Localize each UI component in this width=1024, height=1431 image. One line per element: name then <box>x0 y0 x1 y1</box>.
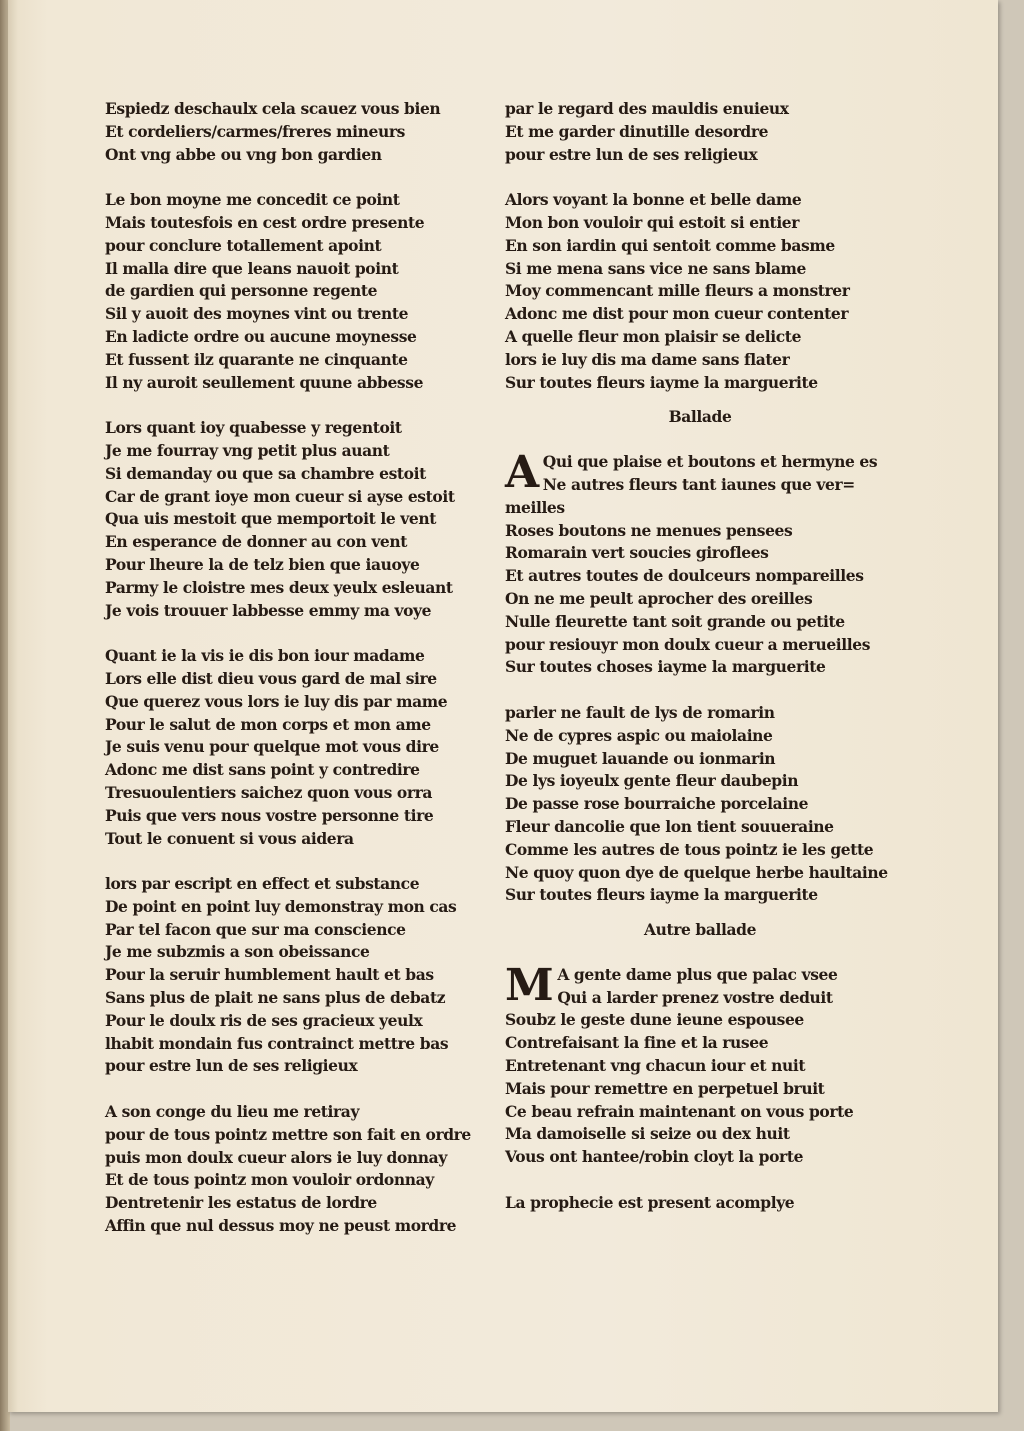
verse-line: pour estre lun de ses religieux <box>105 1056 358 1076</box>
verse-line: En esperance de donner au con vent <box>105 532 408 552</box>
verse-line: Ont vng abbe ou vng bon gardien <box>105 144 382 164</box>
verse-line: Quant ie la vis ie dis bon iour madame <box>105 646 425 666</box>
autre-ballade-heading: Autre ballade <box>643 920 757 940</box>
verse-line: lhabit mondain fus contrainct mettre bas <box>105 1033 449 1053</box>
verse-line: Sur toutes choses iayme la marguerite <box>505 657 826 677</box>
verse-line: Pour lheure la de telz bien que iauoye <box>105 554 420 574</box>
stanza <box>505 98 895 166</box>
verse-line: pour estre lun de ses religieux <box>505 144 758 164</box>
verse-line: La prophecie est present acomplye <box>505 1192 795 1212</box>
decorated-initial: A <box>505 447 539 499</box>
ballade-heading: Ballade <box>668 407 732 427</box>
decorated-initial: M <box>505 959 554 1011</box>
stanza <box>505 1192 895 1215</box>
verse-line: Espiedz deschaulx cela scauez vous bien <box>105 99 441 118</box>
verse-line: Pour le salut de mon corps et mon ame <box>105 714 431 734</box>
stanza-gap <box>505 1169 895 1192</box>
verse-line: Qui a larder prenez vostre deduit <box>557 987 833 1007</box>
verse-line: Par tel facon que sur ma conscience <box>105 919 406 939</box>
stanza-gap <box>105 622 485 645</box>
verse-line: Contrefaisant la fine et la rusee <box>505 1033 769 1053</box>
verse-line: Si demanday ou que sa chambre estoit <box>105 463 426 483</box>
verse-line: Je suis venu pour quelque mot vous dire <box>105 737 439 757</box>
verse-line: Et de tous pointz mon vouloir ordonnay <box>105 1170 434 1190</box>
verse-line: De point en point luy demonstray mon cas <box>105 896 457 916</box>
verse-line: Ne quoy quon dye de quelque herbe haultaine <box>505 862 888 882</box>
verse-line: Moy commencant mille fleurs a monstrer <box>505 281 850 301</box>
verse-line: Que querez vous lors ie luy dis par mame <box>105 691 448 711</box>
verse-line: pour de tous pointz mettre son fait en ordre <box>105 1124 471 1144</box>
stanza-gap <box>505 679 895 702</box>
stanza <box>105 1101 485 1238</box>
stanza-gap <box>105 850 485 873</box>
verse-line: Il malla dire que leans nauoit point <box>105 258 399 278</box>
verse-line: Adonc me dist pour mon cueur contenter <box>505 304 849 324</box>
verse-line: puis mon doulx cueur alors ie luy donnay <box>105 1147 447 1167</box>
stanza-gap <box>105 394 485 417</box>
verse-line: Et fussent ilz quarante ne cinquante <box>105 349 408 369</box>
stanza <box>105 417 485 622</box>
verse-line: Soubz le geste dune ieune espousee <box>505 1010 804 1030</box>
verse-line: Puis que vers nous vostre personne tire <box>105 805 434 825</box>
verse-line: Je me fourray vng petit plus auant <box>105 440 390 460</box>
verse-line: Sans plus de plait ne sans plus de debatz <box>105 988 446 1008</box>
verse-line: Ma damoiselle si seize ou dex huit <box>505 1124 790 1144</box>
verse-line: En ladicte ordre ou aucune moynesse <box>105 326 417 346</box>
stanza <box>505 959 895 1169</box>
verse-line: Ce beau refrain maintenant on vous porte <box>505 1101 854 1121</box>
verse-line: par le regard des mauldis enuieux <box>505 99 789 118</box>
verse-line: Qua uis mestoit que memportoit le vent <box>105 509 436 529</box>
right-column-verses <box>505 98 895 394</box>
stanza <box>505 447 895 679</box>
verse-line: pour conclure totallement apoint <box>105 235 382 255</box>
verse-line: Sil y auoit des moynes vint ou trente <box>105 304 409 324</box>
verse-line: De muguet lauande ou ionmarin <box>505 748 776 768</box>
stanza-gap <box>105 1078 485 1101</box>
verse-line: Mais toutesfois en cest ordre presente <box>105 212 425 232</box>
book-page <box>8 0 998 1412</box>
verse-line: Il ny auroit seullement quune abbesse <box>105 372 424 392</box>
verse-line: Et autres toutes de doulceurs nompareilles <box>505 566 864 586</box>
verse-line: pour resiouyr mon doulx cueur a merueilles <box>505 634 871 654</box>
verse-line: Alors voyant la bonne et belle dame <box>505 190 802 210</box>
verse-line: Ne de cypres aspic ou maiolaine <box>505 725 773 745</box>
verse-line: Parmy le cloistre mes deux yeulx esleuant <box>105 577 453 597</box>
stanza <box>105 873 485 1078</box>
stanza <box>105 98 485 166</box>
stanza <box>505 189 895 394</box>
verse-line: Car de grant ioye mon cueur si ayse estoit <box>105 486 455 506</box>
verse-line: Pour le doulx ris de ses gracieux yeulx <box>105 1010 423 1030</box>
verse-line: Adonc me dist sans point y contredire <box>105 760 420 780</box>
verse-line: Comme les autres de tous pointz ie les gette <box>505 839 874 859</box>
verse-line: Dentretenir les estatus de lordre <box>105 1193 377 1213</box>
right-column <box>505 98 895 1215</box>
verse-line: Le bon moyne me concedit ce point <box>105 190 400 210</box>
verse-line: Entretenant vng chacun iour et nuit <box>505 1056 806 1076</box>
autre-ballade-verses <box>505 959 895 1215</box>
stanza-gap <box>505 166 895 189</box>
verse-line: de gardien qui personne regente <box>105 281 378 301</box>
verse-line: A gente dame plus que palac vsee <box>557 964 838 984</box>
verse-line: meilles <box>505 497 565 517</box>
verse-line: Mais pour remettre en perpetuel bruit <box>505 1078 825 1098</box>
stanza <box>505 702 895 907</box>
verse-line: Roses boutons ne menues pensees <box>505 520 793 540</box>
verse-line: De lys ioyeulx gente fleur daubepin <box>505 771 799 791</box>
verse-line: Pour la seruir humblement hault et bas <box>105 965 434 985</box>
verse-line: Je vois trouuer labbesse emmy ma voye <box>105 600 432 620</box>
verse-line: On ne me peult aprocher des oreilles <box>505 588 813 608</box>
stanza-gap <box>105 166 485 189</box>
verse-line: Nulle fleurette tant soit grande ou petite <box>505 611 845 631</box>
verse-line: A quelle fleur mon plaisir se delicte <box>505 326 802 346</box>
verse-line: Ne autres fleurs tant iaunes que ver= <box>542 474 855 494</box>
ballade-verses <box>505 447 895 907</box>
verse-line: Et me garder dinutille desordre <box>505 121 769 141</box>
verse-line: lors ie luy dis ma dame sans flater <box>505 349 790 369</box>
left-column <box>105 98 485 1238</box>
verse-line: Tresuoulentiers saichez quon vous orra <box>105 782 433 802</box>
stanza <box>105 189 485 394</box>
verse-line: A son conge du lieu me retiray <box>105 1102 360 1122</box>
verse-line: lors par escript en effect et substance <box>105 874 420 894</box>
verse-line: Lors elle dist dieu vous gard de mal sire <box>105 668 437 688</box>
verse-line: De passe rose bourraiche porcelaine <box>505 794 809 814</box>
verse-line: Et cordeliers/carmes/freres mineurs <box>105 121 405 141</box>
verse-line: Sur toutes fleurs iayme la marguerite <box>505 372 818 392</box>
verse-line: Fleur dancolie que lon tient souueraine <box>505 816 834 836</box>
verse-line: Si me mena sans vice ne sans blame <box>505 258 806 278</box>
stanza <box>105 645 485 850</box>
verse-line: Vous ont hantee/robin cloyt la porte <box>505 1147 804 1167</box>
verse-line: Qui que plaise et boutons et hermyne es <box>542 452 878 472</box>
verse-line: En son iardin qui sentoit comme basme <box>505 235 835 255</box>
verse-line: Lors quant ioy quabesse y regentoit <box>105 418 402 438</box>
verse-line: Tout le conuent si vous aidera <box>105 828 354 848</box>
verse-line: Mon bon vouloir qui estoit si entier <box>505 212 800 232</box>
verse-line: parler ne fault de lys de romarin <box>505 702 775 722</box>
verse-line: Sur toutes fleurs iayme la marguerite <box>505 885 818 905</box>
verse-line: Je me subzmis a son obeissance <box>105 942 370 962</box>
verse-line: Affin que nul dessus moy ne peust mordre <box>105 1216 457 1236</box>
verse-line: Romarain vert soucies giroflees <box>505 543 769 563</box>
